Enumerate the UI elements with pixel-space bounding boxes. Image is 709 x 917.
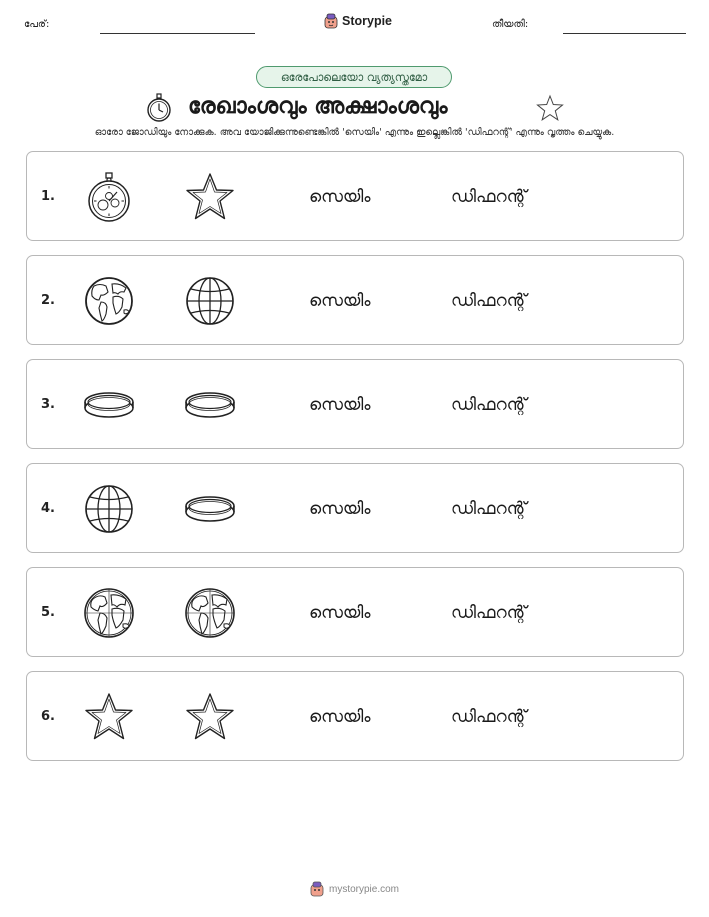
question-row [26, 671, 684, 761]
mascot-icon [324, 13, 338, 29]
date-field[interactable] [563, 33, 686, 34]
question-number: 6. [41, 709, 55, 724]
stopwatch-icon [145, 93, 173, 123]
star-icon [82, 690, 136, 744]
question-number: 1. [41, 189, 55, 204]
same-option[interactable]: സെയിം [309, 499, 371, 519]
question-row [26, 463, 684, 553]
same-option[interactable]: സെയിം [309, 291, 371, 311]
ring-icon [183, 482, 237, 536]
stopwatch-icon [82, 170, 136, 224]
mascot-icon [310, 881, 324, 897]
globe-map-icon [82, 586, 136, 640]
star-icon [183, 170, 237, 224]
question-number: 2. [41, 293, 55, 308]
footer-url: mystorypie.com [328, 883, 399, 895]
globe-grid-icon [82, 482, 136, 536]
date-label: തീയതി: [492, 19, 529, 30]
different-option[interactable]: ഡിഫറന്റ് [451, 291, 527, 311]
question-row [26, 151, 684, 241]
instructions: ഓരോ ജോഡിയും നോക്കുക. അവ യോജിക്കുന്നുണ്ടെങ്കിൽ 'സെയിം' എന്നും ഇല്ലെങ്കിൽ 'ഡിഫറന്റ്' എന്നും വൃത്തം ചെയ്യുക. [94, 127, 615, 138]
globe-grid-icon [183, 274, 237, 328]
globe-map-icon [183, 586, 237, 640]
different-option[interactable]: ഡിഫറന്റ് [451, 707, 527, 727]
ring-icon [82, 378, 136, 432]
name-field[interactable] [100, 33, 255, 34]
question-number: 4. [41, 501, 55, 516]
globe-continents-icon [82, 274, 136, 328]
star-icon [183, 690, 237, 744]
same-option[interactable]: സെയിം [309, 395, 371, 415]
star-icon [536, 94, 564, 122]
question-number: 5. [41, 605, 55, 620]
different-option[interactable]: ഡിഫറന്റ് [451, 395, 527, 415]
question-row [26, 567, 684, 657]
question-row [26, 255, 684, 345]
page-title: രേഖാംശവും അക്ഷാംശവും [188, 94, 448, 119]
same-option[interactable]: സെയിം [309, 187, 371, 207]
question-row [26, 359, 684, 449]
same-option[interactable]: സെയിം [309, 603, 371, 623]
different-option[interactable]: ഡിഫറന്റ് [451, 499, 527, 519]
brand-logo [324, 13, 392, 29]
same-option[interactable]: സെയിം [309, 707, 371, 727]
footer [0, 881, 709, 897]
different-option[interactable]: ഡിഫറന്റ് [451, 603, 527, 623]
different-option[interactable]: ഡിഫറന്റ് [451, 187, 527, 207]
worksheet-type-badge: ഒരേപോലെയോ വ്യത്യസ്തമോ [256, 66, 452, 88]
ring-icon [183, 378, 237, 432]
brand-name: Storypie [342, 14, 393, 28]
question-number: 3. [41, 397, 55, 412]
name-label: പേര്: [24, 19, 50, 30]
